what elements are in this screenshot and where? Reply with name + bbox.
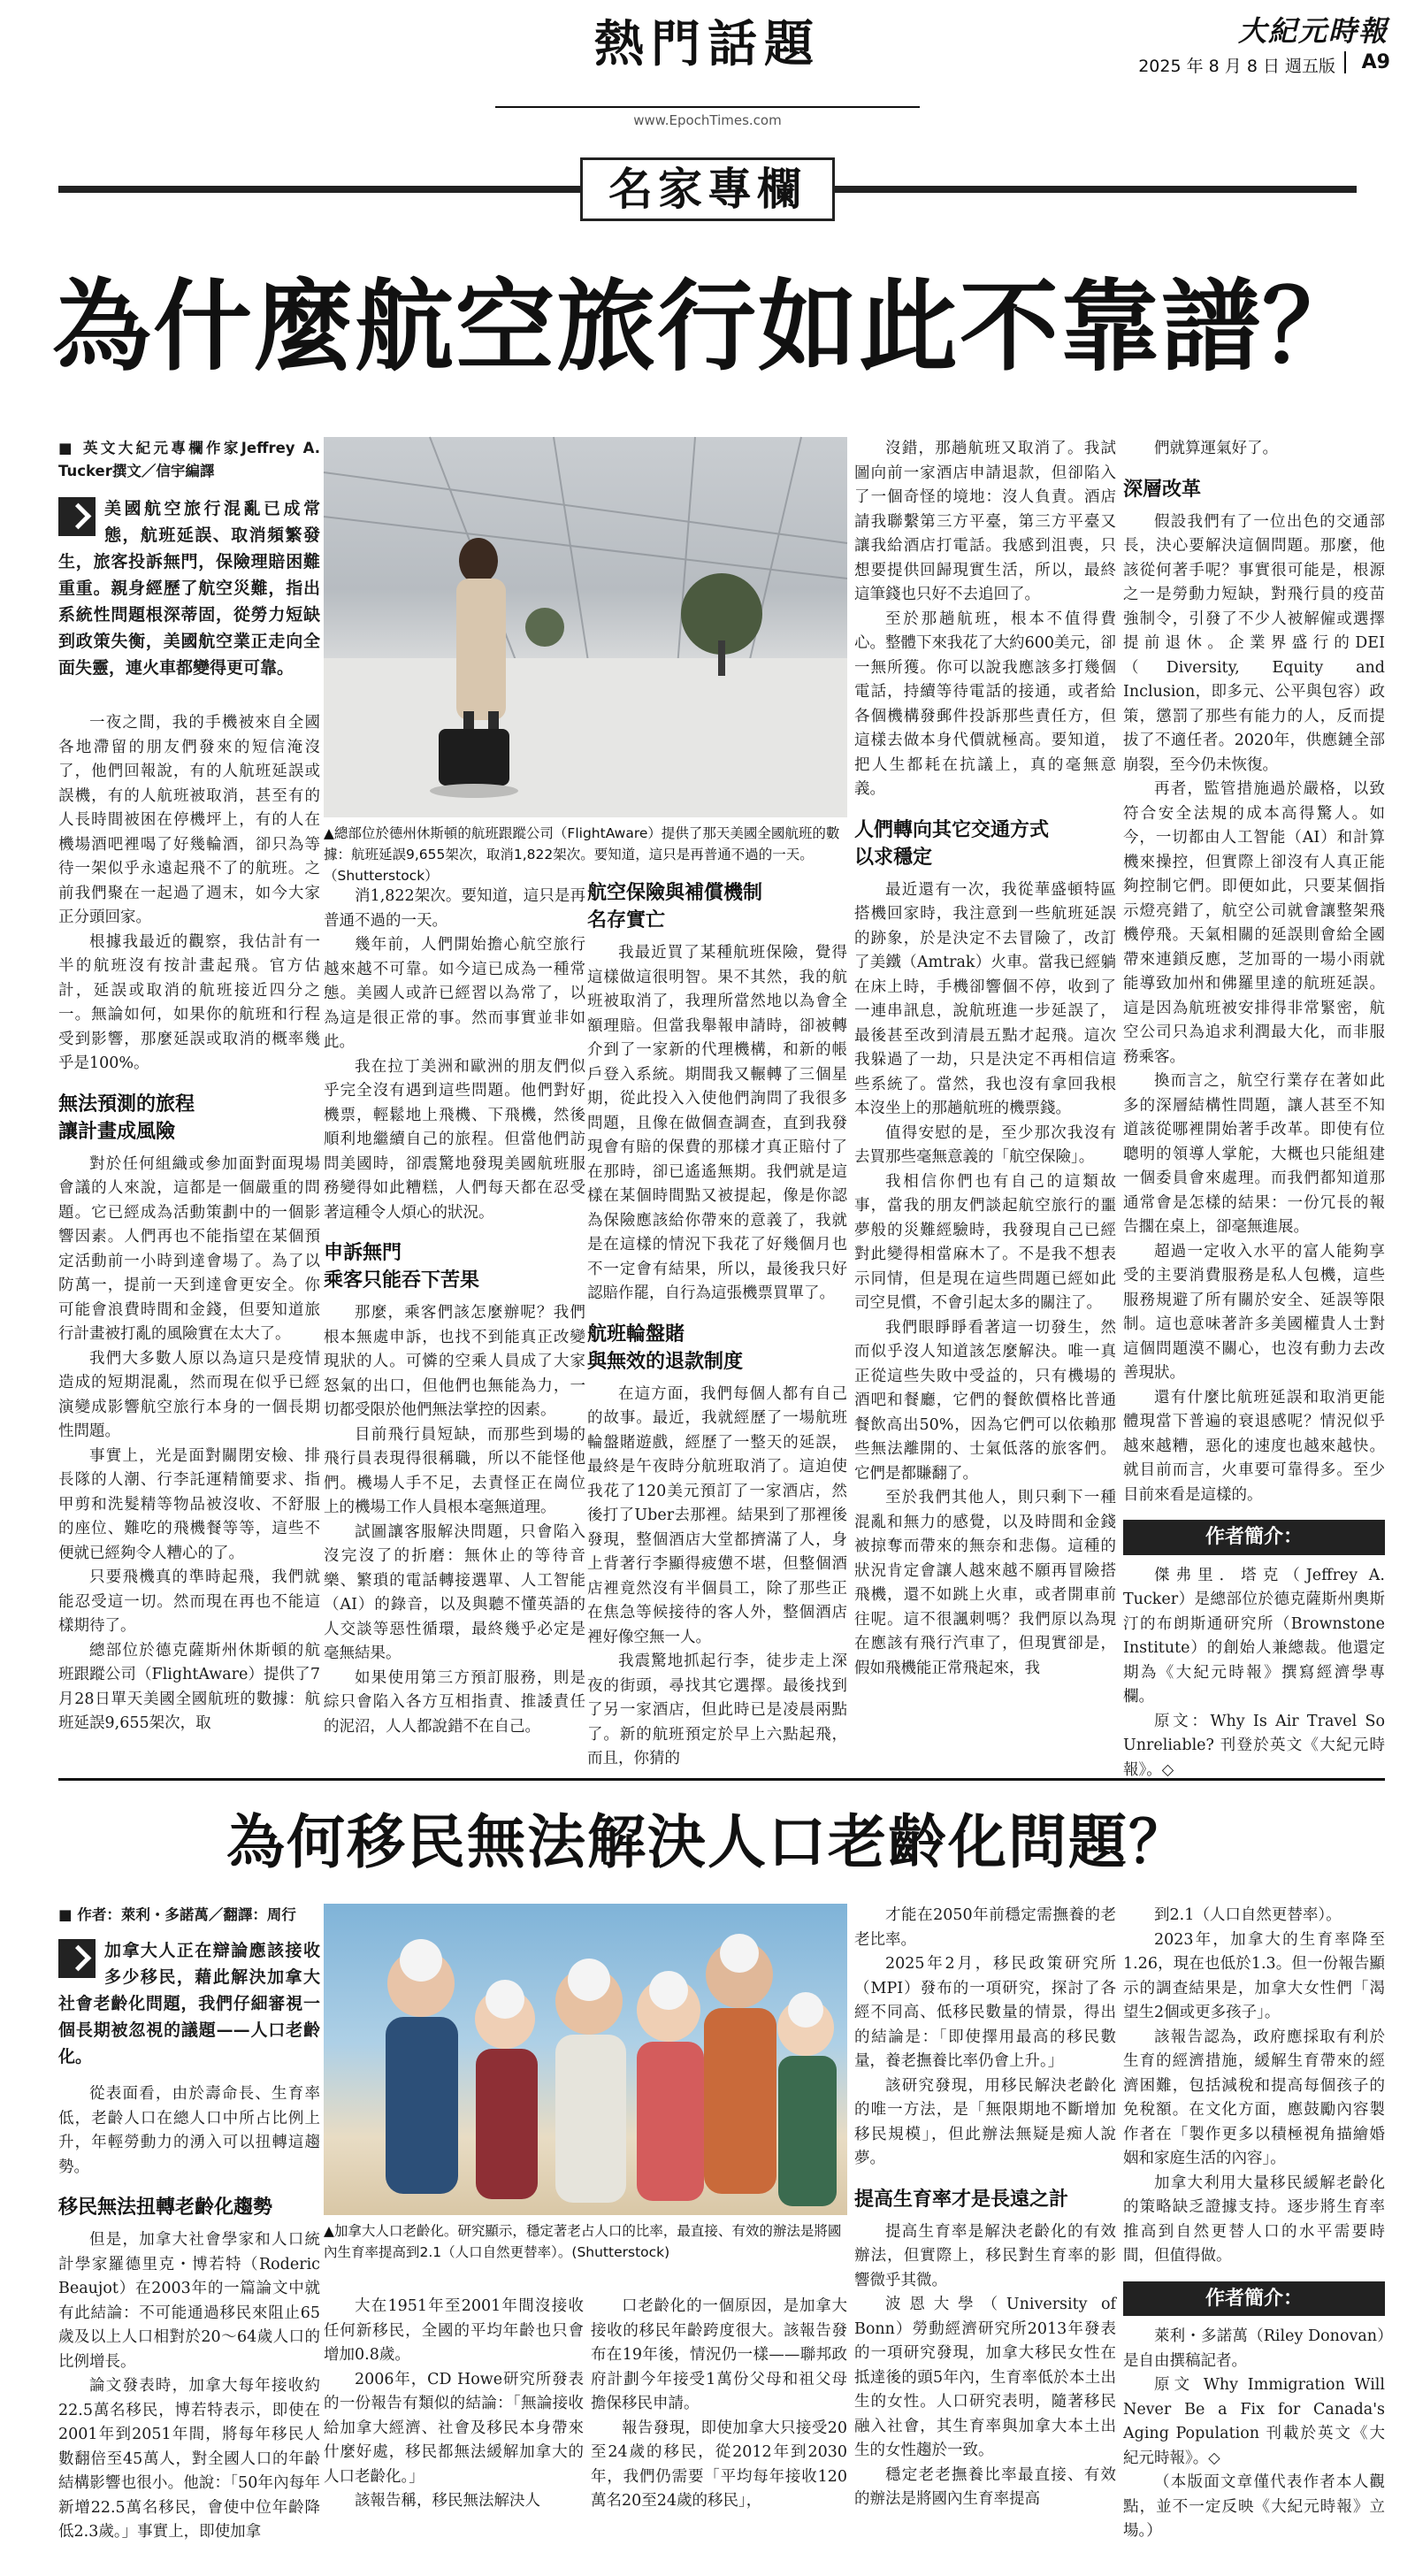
a1-column-2: [324, 885, 585, 1769]
a1-column-1: [58, 437, 320, 1764]
byline-2: ■ 作者：萊利・多諾萬／翻譯：周行: [58, 1906, 296, 1923]
byline: ■ 英文大紀元專欄作家Jeffrey A. Tucker撰文／信宇編譯: [58, 440, 320, 479]
a2-column-3: [591, 2295, 847, 2560]
a2-column-1: [58, 1904, 320, 2558]
a2-column-4: [854, 1904, 1116, 2558]
lead-paragraph-2: [58, 1937, 320, 2070]
seniors-photo: [324, 1904, 847, 2215]
paragraph: 該研究發現，用移民解決老齡化的唯一方法，是「無限期地不斷增加移民規模」，但此辦法無疑是痴人說夢。: [854, 2076, 1116, 2167]
section-divider: [58, 1778, 1385, 1781]
paragraph: 假設我們有了一位出色的交通部長，決心要解決這個問題。那麼，他該從何著手呢？事實很可能是，根源之一是勞動力短缺，對飛行員的疫苗強制令，引發了不少人被解僱或選擇提前退休。企業界盛行的DEI（Diversity, Equity and Inclusion，即多元、公平與包容）政策，懲罰了那些有能力的人，反而提拔了不適任者。2020年，供應鏈全部崩裂，至今仍未恢復。: [1123, 512, 1385, 774]
paragraph: 再者，監管措施過於嚴格，以致符合安全法規的成本高得驚人。如今，一切都由人工智能（AI）和計算機來操控，但實際上卻沒有人真正能夠控制它們。即便如此，只要某個指示燈亮錯了，航空公司就會讓整架飛機停飛。天氣相關的延誤則會給全國帶來連鎖反應，芝加哥的一場小雨就能導致加州和佛羅里達的航班延誤。這是因為航班被安排得非常緊密，航空公司只為追求利潤最大化，而非服務乘客。: [1123, 780, 1385, 1066]
paragraph: 還有什麼比航班延誤和取消更能體現當下普遍的衰退感呢？情況似乎越來越糟，惡化的速度也越來越快。就目前而言，火車要可靠得多。至少目前來看是這樣的。: [1123, 1388, 1385, 1504]
headline: 為什麼航空旅行如此不靠譜？: [52, 270, 1363, 385]
a2-column-2: [324, 2295, 584, 2560]
paragraph: 從表面看，由於壽命長、生育率低，老齡人口在總人口中所占比例上升，年輕勞動力的湧入可以扭轉這趨勢。: [58, 2085, 320, 2176]
paragraph: 至於那趟航班，根本不值得費心。整體下來我花了大約600美元，卻一無所獲。你可以說我應該多打幾個電話，持續等待電話的接通，或者給各個機構發郵件投訴那些責任方，但這樣去做本身代價就極高。要知道，把人生都耗在抗議上，真的毫無意義。: [854, 610, 1116, 798]
a1-column-4: [854, 437, 1116, 1764]
paragraph: 沒錯，那趟航班又取消了。我試圖向前一家酒店申請退款，但卻陷入了一個奇怪的境地：沒人負責。酒店請我聯繫第三方平臺，第三方平臺又讓我給酒店打電話。我感到沮喪，只想要提供回歸現實生活，所以，最終這筆錢也只好不去追回了。: [854, 440, 1116, 603]
paragraph: 我們眼睜睜看著這一切發生，然而似乎沒人知道該怎麼解決。唯一真正從這些失敗中受益的，只有機場的酒吧和餐廳，它們的餐飲價格比普通餐飲高出50%，因為它們可以依賴那些無法離開的、士氣低落的旅客們。它們是都賺翻了。: [854, 1318, 1116, 1483]
paragraph: 大在1951年至2001年間沒接收任何新移民，全國的平均年齡也只會增加0.8歲。: [324, 2297, 584, 2364]
paragraph: 根據我最近的觀察，我估計有一半的航班沒有按計畫起飛。官方估計，延誤或取消的航班接近四分之一。無論如何，如果你的航班和行程受到影響，那麼延誤或取消的概率幾乎是100%。: [58, 932, 320, 1072]
photo-caption: ▲總部位於德州休斯頓的航班跟蹤公司（FlightAware）提供了那天美國全國航班的數據：航班延誤9,655架次，取消1,822架次。要知道，這只是再普通不過的一天。（Shutterstock）: [324, 825, 840, 884]
kicker-bar-left: [58, 186, 580, 193]
paragraph: 加拿大利用大量移民緩解老齡化的策略缺乏證據支持。逐步將生育率推高到自然更替人口的水平需要時間，但值得做。: [1123, 2174, 1385, 2265]
paragraph: 值得安慰的是，至少那次我沒有去買那些毫無意義的「航空保險」。: [854, 1123, 1116, 1166]
a2-column-5: [1123, 1904, 1385, 2558]
paragraph: 只要飛機真的準時起飛，我們就能忍受這一切。然而現在再也不能這樣期待了。: [58, 1568, 320, 1635]
paragraph: 們就算運氣好了。: [1154, 440, 1278, 457]
paragraph: 我最近買了某種航班保險，覺得這樣做這很明智。果不其然，我的航班被取消了，我理所當然地以為會全額理賠。但當我舉報申請時，卻被轉介到了一家新的代理機構，和新的帳戶登入系統。期間我又輾轉了三個星期，從此投入入使他們詢問了我很多問題，且像在做個查調查，直到我發現會有賠的保費的那樣才真正賠付了在那時，卻已遙遙無期。我們就是這樣在某個時間點又被提起，像是你認為保險應該給你帶來的意義了，我就是在這樣的情況下我花了好幾個月也不一定會有結果，所以，最後我只好認賠作罷，自行為這張機票買單了。: [587, 944, 847, 1302]
paragraph: 我震驚地抓起行李，徒步走上深夜的街頭，尋找其它選擇。最後找到了另一家酒店，但此時已是凌晨兩點了。新的航班預定於早上六點起飛，而且，你猜的: [587, 1652, 847, 1767]
paragraph: 到2.1（人口自然更替率）。: [1154, 1906, 1342, 1924]
paragraph: 原文：Why Is Air Travel So Unreliable? 刊登於英文《大紀元時報》。◇: [1123, 1712, 1385, 1779]
paragraph: 該報告認為，政府應採取有利於生育的經濟措施，緩解生育帶來的經濟困難，包括減稅和提高每個孩子的免稅額。在文化方面，應鼓勵內容製作者在「製作更多以積極視角描繪婚姻和家庭生活的內容」。: [1123, 2028, 1385, 2167]
paragraph: 一夜之間，我的手機被來自全國各地滯留的朋友們發來的短信淹沒了，他們回報說，有的人航班延誤或誤機，有的人航班被取消，甚至有的人長時間被困在停機坪上，有的人在機場酒吧裡喝了好幾輪酒，卻只為等待一架似乎永遠起飛不了的航班。之前我們聚在一起過了週末，如今大家正分頭回家。: [58, 714, 320, 926]
a1-column-3: [587, 870, 847, 1767]
paper-logo: 大紀元時報: [1237, 14, 1388, 48]
lead-text-2: 加拿大人正在辯論應該接收多少移民，藉此解決加拿大社會老齡化問題，我們仔細審視一個長期被忽視的議題——人口老齡化。: [58, 1941, 320, 2066]
paragraph: 換而言之，航空行業存在著如此多的深層結構性問題，讓人甚至不知道該從哪裡開始著手改革。即使有位聰明的領導人掌舵，大概也只能組建一個委員會來處理。而我們都知道那通常會是怎樣的結果：一份冗長的報告擱在桌上，卻毫無進展。: [1123, 1072, 1385, 1236]
paragraph: 波恩大學（University of Bonn）勞動經濟研究所2013年發表的一項研究發現，加拿大移民女性在抵達後的頭5年內，生育率低於本土出生的女性。人口研究表明，隨著移民融入社會，其生育率與加拿大本土出生的女性趨於一致。: [854, 2296, 1116, 2459]
paragraph: 原文 Why Immigration Will Never Be a Fix for Canada's Aging Population 刊載於英文《大紀元時報》。◇: [1123, 2376, 1385, 2467]
paragraph: 2025年2月，移民政策研究所（MPI）發布的一項研究，探討了各經不同高、低移民數量的情景，得出的結論是：「即使擇用最高的移民數量，養老撫養比率仍會上升。」: [854, 1955, 1116, 2070]
paragraph: 幾年前，人們開始擔心航空旅行越來越不可靠。如今這已成為一種常態。美國人或許已經習以為常了，以為這是很正常的事。然而事實並非如此。: [324, 936, 585, 1051]
paragraph: 如果使用第三方預訂服務，則是綜只會陷入各方互相指責、推諉責任的泥沼，人人都說錯不在自己。: [324, 1668, 585, 1736]
paragraph: 提高生育率是解決老齡化的有效辦法，但實際上，移民對生育率的影響微乎其微。: [854, 2222, 1116, 2289]
paragraph: 消1,822架次。要知道，這只是再普通不過的一天。: [324, 887, 585, 930]
headline-2: 為何移民無法解決人口老齡化問題？: [226, 1808, 1189, 1876]
paragraph: 總部位於德克薩斯州休斯頓的航班跟蹤公司（FlightAware）提供了7月28日單天美國全國航班的數據：航班延誤9,655架次，取: [58, 1641, 320, 1732]
chevron-right-icon: [58, 497, 96, 536]
chevron-right-icon: [58, 1939, 96, 1978]
paragraph: 2023年，加拿大的生育率降至1.26，現在也低於1.3。但一份報告顯示的調查結果是，加拿大女性們「渴望生2個或更多孩子」。: [1123, 1930, 1385, 2021]
paragraph: 試圖讓客服解決問題，只會陷入沒完沒了的折磨：無休止的等待音樂、繁瑣的電話轉接選單、人工智能（AI）的錄音，以及與聽不懂英語的人交談等惡性循環，最終幾乎必定是毫無結果。: [324, 1522, 585, 1662]
paragraph: 那麼，乘客們該怎麼辦呢？我們根本無處申訴，也找不到能真正改變現狀的人。可憐的空乘人員成了大家怒氣的出口，但他們也無能為力，一切都受限於他們無法掌控的因素。: [324, 1304, 585, 1419]
author-bio-header-2: 作者簡介：: [1123, 2281, 1385, 2317]
paragraph: 穩定老老撫養比率最直接、有效的辦法是將國內生育率提高: [854, 2465, 1116, 2508]
paragraph: 2006年，CD Howe研究所發表的一份報告有類似的結論：「無論接收給加拿大經濟、社會及移民本身帶來什麼好處，移民都無法緩解加拿大的人口老齡化。」: [324, 2370, 584, 2486]
subheading: 提高生育率才是長遠之計: [854, 2188, 1069, 2211]
kicker-bar-right: [835, 186, 1357, 193]
site-url: www.EpochTimes.com: [633, 112, 782, 128]
subheading: 申訴無門 乘客只能吞下苦果: [324, 1242, 480, 1292]
section-title: 熱門話題: [594, 16, 821, 73]
subheading: 航班輪盤賭 與無效的退款制度: [587, 1322, 744, 1373]
paragraph: 才能在2050年前穩定需撫養的老老比率。: [854, 1906, 1116, 1949]
page-number: A9: [1344, 51, 1390, 73]
author-bio-header: 作者簡介：: [1123, 1520, 1385, 1555]
a1-column-5: [1123, 437, 1385, 1779]
paragraph: 至於我們其他人，則只剩下一種混亂和無力的感覺，以及時間和金錢被掠奪而帶來的無奈和悲傷。這種的狀況肯定會讓人越來越不願再冒險搭飛機，還不如跳上火車，或者開車前往呢。這不很諷刺嗎？我們原以為現在應該有飛行汽車了，但現實卻是，假如飛機能正常飛起來，我: [854, 1489, 1116, 1677]
paragraph: 我們大多數人原以為這只是疫情造成的短期混亂，然而現在似乎已經演變成影響航空旅行本身的一個長期性問題。: [58, 1349, 320, 1440]
kicker-box: 名家專欄: [580, 157, 835, 221]
issue-date: 2025 年 8 月 8 日 週五版: [1138, 57, 1335, 76]
paragraph: 最近還有一次，我從華盛頓特區搭機回家時，我注意到一些航班延誤的跡象，於是決定不去冒險了，改訂了美鐵（Amtrak）火車。當我已經躺在床上時，手機卻響個不停，收到了一連串訊息，說航班進一步延誤了，最後甚至改到清晨五點才起飛。這次我躲過了一劫，只是決定不再相信這些系統了。當然，我也沒有拿回我根本沒坐上的那趟航班的機票錢。: [854, 880, 1116, 1117]
paragraph: （本版面文章僅代表作者本人觀點，並不一定反映《大紀元時報》立場。）: [1123, 2473, 1385, 2540]
paragraph: 傑弗里．塔克（Jeffrey A. Tucker）是總部位於德克薩斯州奧斯汀的布朗斯通研究所（Brownstone Institute）的創始人兼總裁。他還定期為《大紀元時報》撰寫經濟學專欄。: [1123, 1566, 1385, 1706]
paragraph: 該報告稱，移民無法解決人: [355, 2492, 540, 2510]
paragraph: 萊利・多諾萬（Riley Donovan）是自由撰稿記者。: [1123, 2327, 1385, 2370]
paragraph: 報告發現，即使加拿大只接受20至24歲的移民，從2012年到2030年，我們仍需要「平均每年接收120萬名20至24歲的移民」，: [591, 2419, 847, 2510]
paragraph: 事實上，光是面對關閉安檢、排長隊的人潮、行李託運精簡要求、指甲剪和洗髮精等物品被沒收、不舒服的座位、難吃的飛機餐等等，這些不便就已經夠令人糟心的了。: [58, 1446, 320, 1562]
lead-paragraph: [58, 495, 320, 681]
paragraph: 我相信你們也有自己的這類故事，當我的朋友們談起航空旅行的噩夢般的災難經驗時，我發現自己已經對此變得相當麻木了。不是我不想表示同情，但是現在這些問題已經如此司空見慣，不會引起太多的關注了。: [854, 1172, 1116, 1312]
paragraph: 目前飛行員短缺，而那些到場的飛行員表現得很稱職，所以不能怪他們。機場人手不足，去責怪正在崗位上的機場工作人員根本毫無道理。: [324, 1425, 585, 1516]
section-header: [0, 0, 1415, 133]
paragraph: 在這方面，我們每個人都有自己的故事。最近，我就經歷了一場航班輪盤賭遊戲，經歷了一整天的延誤，最終是午夜時分航班取消了。這迫使我花了120美元預訂了一家酒店，然後打了Uber去那裡。結果到了那裡後發現，整個酒店大堂都擠滿了人，身上背著行李顯得疲憊不堪，但整個酒店裡竟然沒有半個員工，除了那些正在焦急等候接待的客人外，整個酒店裡好像空無一人。: [587, 1384, 847, 1646]
subheading: 人們轉向其它交通方式 以求穩定: [854, 818, 1050, 869]
paragraph: 論文發表時，加拿大每年接收約22.5萬名移民，博若特表示，即使在2001年到2051年間，將每年移民人數翻倍至45萬人，對全國人口的年齡結構影響也很小。他說：「50年內每年新增22.5萬名移民，會使中位年齡降低2.3歲。」事實上，即使加拿: [58, 2377, 320, 2541]
paragraph: 我在拉丁美洲和歐洲的朋友們似乎完全沒有遇到這些問題。他們對好機票，輕鬆地上飛機、下飛機，然後順利地繼續自己的旅程。但當他們訪問美國時，卻震驚地發現美國航班服務變得如此糟糕，人們每天都在忍受著這種令人煩心的狀況。: [324, 1057, 585, 1222]
airport-photo: [324, 437, 847, 817]
paragraph: 對於任何組織或參加面對面現場會議的人來說，這都是一個嚴重的問題。它已經成為活動策劃中的一個影響因素。人們再也不能指望在某個預定活動前一小時到達會場了。為了以防萬一，提前一天到達會更安全。你可能會浪費時間和金錢，但要知道旅行計畫被打亂的風險實在太大了。: [58, 1154, 320, 1343]
photo-caption-2: ▲加拿大人口老齡化。研究顯示，穩定著老占人口的比率，最直接、有效的辦法是將國內生育率提高到2.1（人口自然更替率）。(Shutterstock): [324, 2223, 842, 2260]
lead-text: 美國航空旅行混亂已成常態，航班延誤、取消頻繁發生，旅客投訴無門，保險理賠困難重重。親身經歷了航空災難，指出系統性問題根深蒂固，從勞力短缺到政策失衡，美國航空業正走向全面失靈，連火車都變得更可靠。: [58, 499, 320, 678]
paragraph: 超過一定收入水平的富人能夠享受的主要消費服務是私人包機，這些服務規避了所有關於安全、延誤等限制。這也意味著許多美國權貴人士對這個問題漠不關心，也沒有動力去改善現狀。: [1123, 1242, 1385, 1382]
subheading: 移民無法扭轉老齡化趨勢: [58, 2196, 273, 2219]
paragraph: 但是，加拿大社會學家和人口統計學家羅德里克・博若特（Roderic Beaujot）在2003年的一篇論文中就有此結論：不可能通過移民來阻止65歲及以上人口相對於20～64歲人口的比例增長。: [58, 2231, 320, 2371]
header-rule: [495, 106, 920, 108]
subheading: 無法預測的旅程 讓計畫成風險: [58, 1092, 195, 1143]
subheading: 航空保險與補償機制 名存實亡: [587, 882, 763, 932]
subheading: 深層改革: [1123, 478, 1202, 501]
paragraph: 口老齡化的一個原因，是加拿大接收的移民年齡跨度很大。該報告發布在19年後，情況仍一樣——聯邦政府計劃今年接受1萬份父母和祖父母擔保移民申請。: [591, 2297, 847, 2412]
